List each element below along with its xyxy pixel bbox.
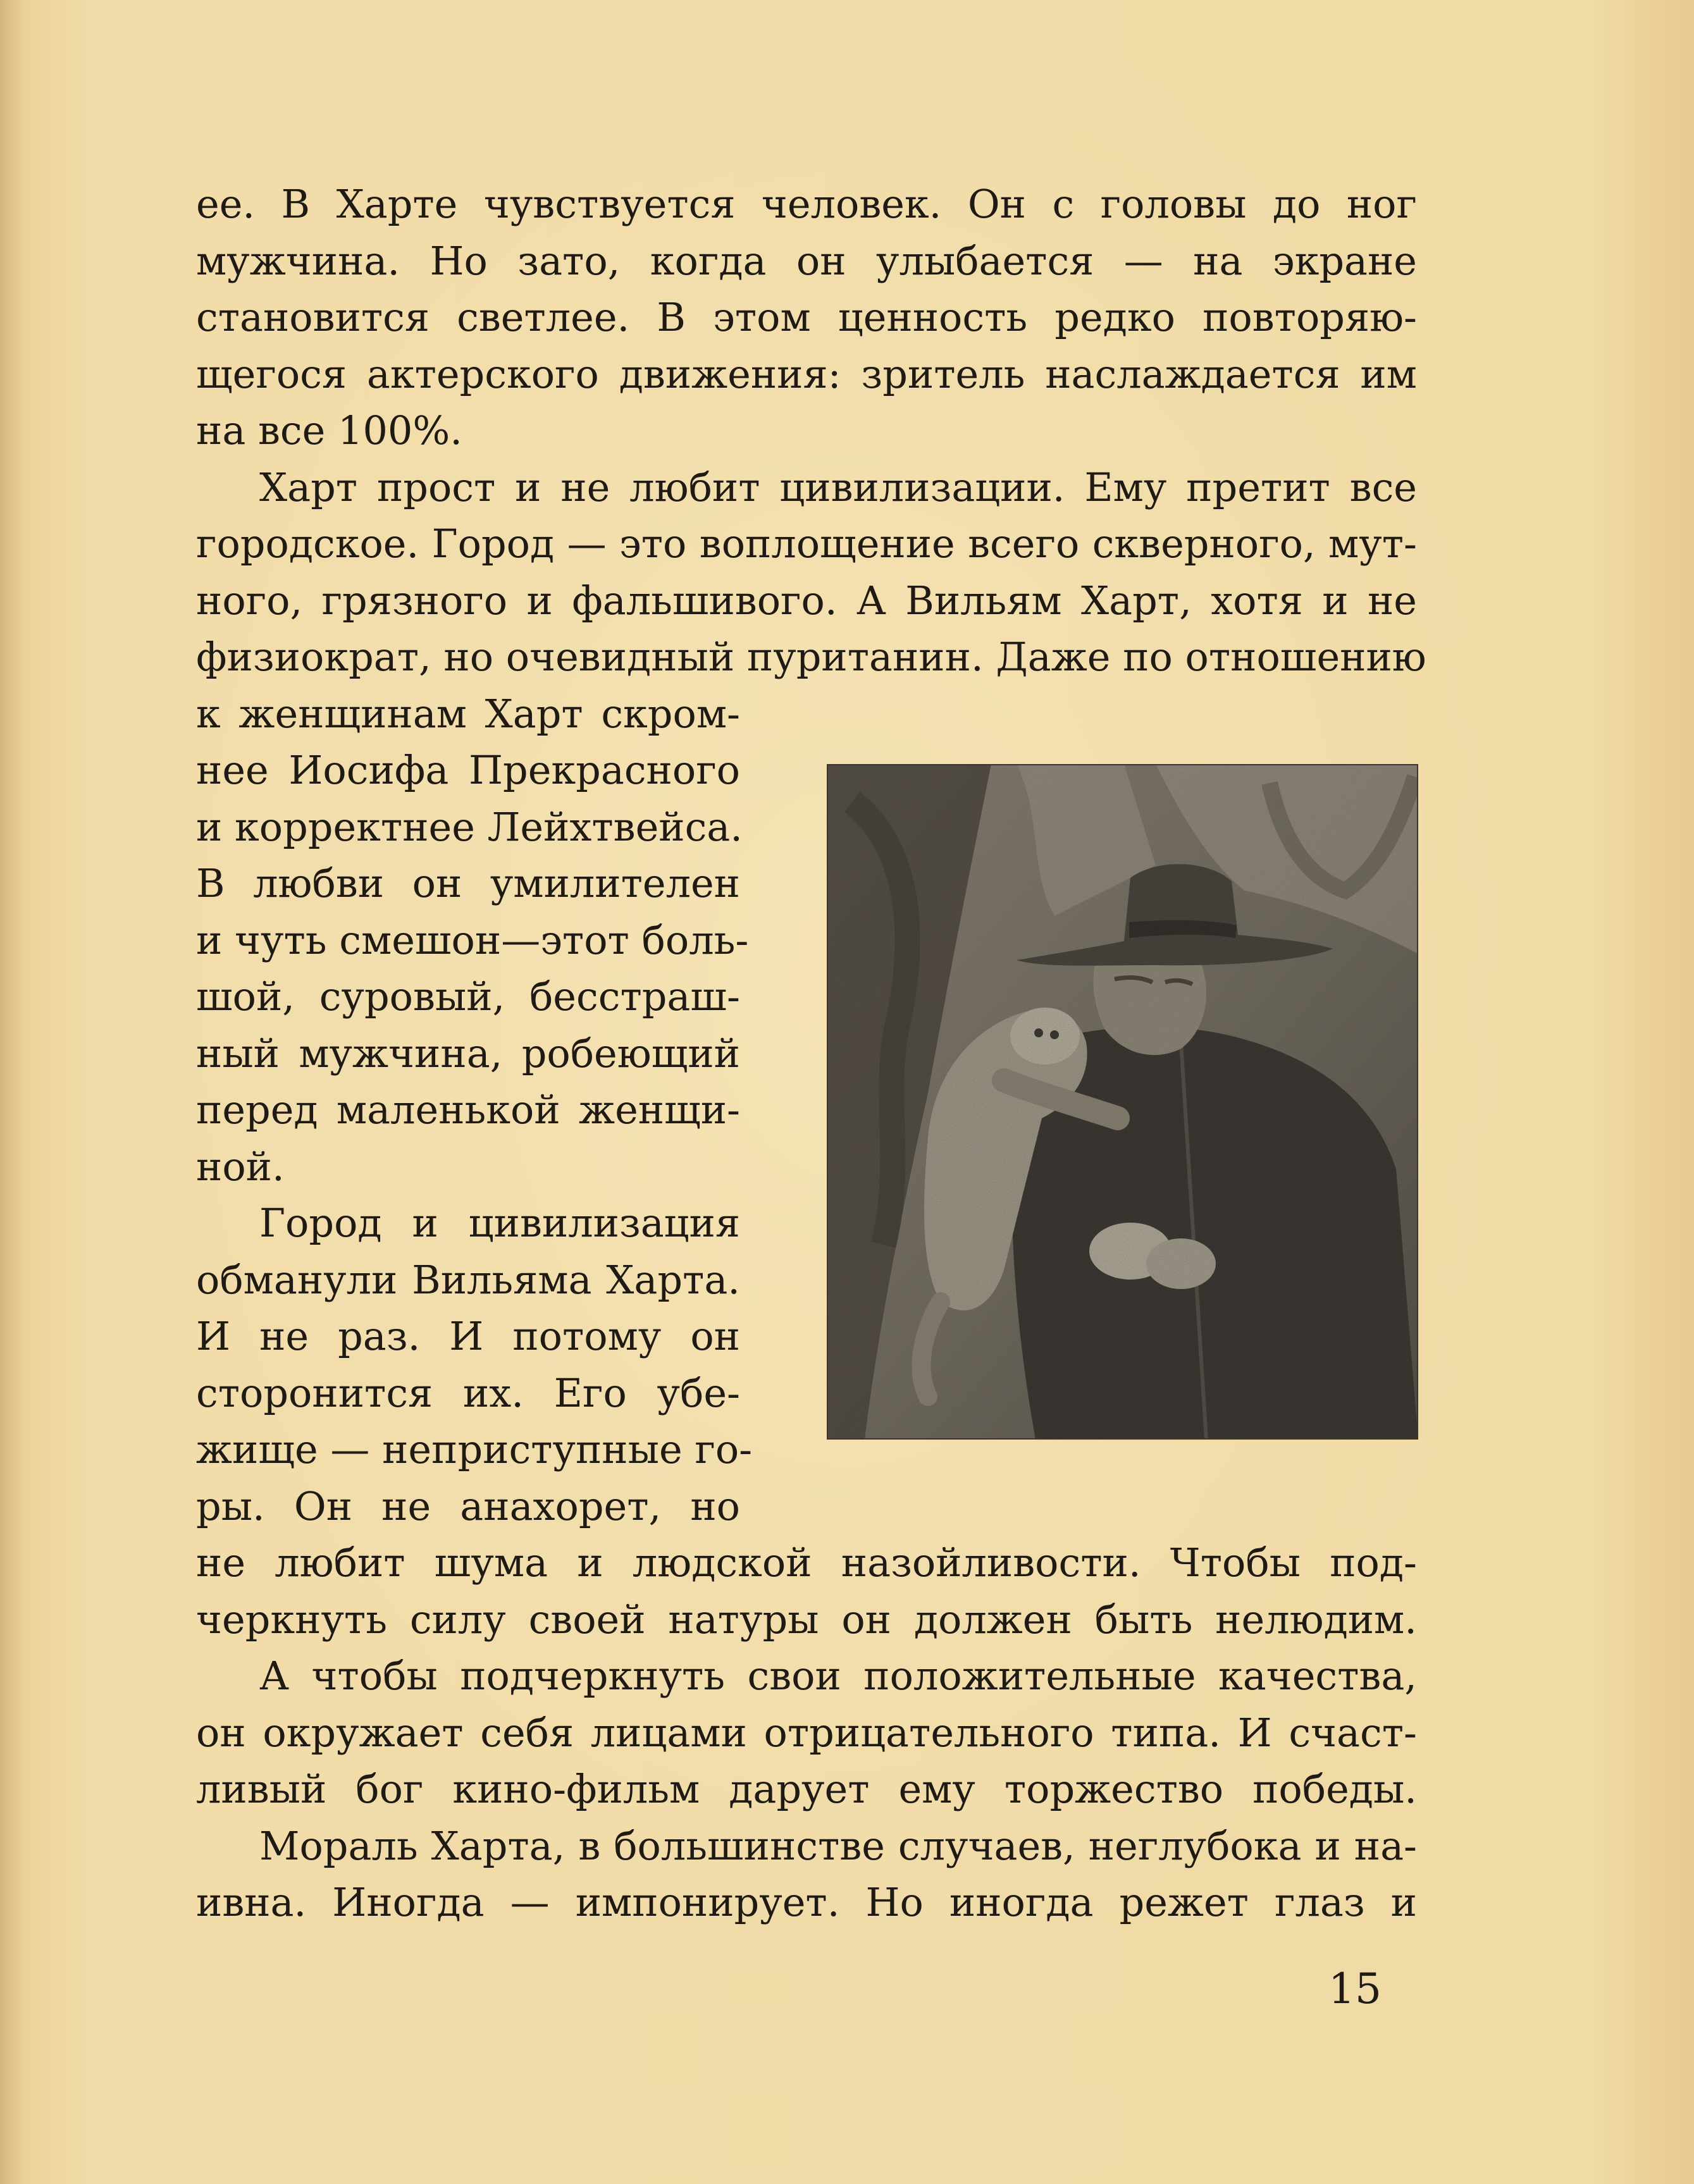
text-line: он окружает себя лицами отрицательного типа. И счаст-	[196, 1709, 1417, 1756]
text-line: становится светлее. В этом ценность редко повторяю-	[196, 294, 1417, 340]
text-line: обманули Вильяма Харта.	[196, 1256, 740, 1303]
text-line: В любви он умилителен	[196, 860, 740, 906]
photo-man-with-monkey	[827, 764, 1418, 1440]
text-line: нее Иосифа Прекрасного	[196, 747, 740, 793]
text-line: щегося актерского движения: зритель наслаждается им	[196, 350, 1417, 397]
text-line: Город и цивилизация	[259, 1200, 740, 1246]
text-line: ной.	[196, 1143, 285, 1190]
text-line: Харт прост и не любит цивилизации. Ему претит все	[259, 464, 1417, 510]
text-line: Мораль Харта, в большинстве случаев, неглубока и на-	[259, 1822, 1417, 1869]
text-line: ного, грязного и фальшивого. А Вильям Харт, хотя и не	[196, 577, 1417, 624]
text-line: шой, суровый, бесстраш-	[196, 973, 740, 1020]
text-line: перед маленькой женщи-	[196, 1087, 740, 1133]
text-line: ный мужчина, робеющий	[196, 1030, 740, 1077]
text-line: физиократ, но очевидный пуританин. Даже по отношению	[196, 634, 1426, 680]
page-edge-shadow	[0, 0, 25, 2184]
text-line: ры. Он не анахорет, но	[196, 1483, 740, 1529]
text-line: жище — неприступные го-	[196, 1426, 753, 1472]
text-line: черкнуть силу своей натуры он должен быть нелюдим.	[196, 1596, 1417, 1643]
page-number: 15	[1328, 1965, 1382, 2013]
text-line: А чтобы подчеркнуть свои положительные качества,	[259, 1653, 1417, 1699]
text-line: к женщинам Харт скром-	[196, 690, 740, 737]
text-line: и корректнее Лейхтвейса.	[196, 803, 743, 850]
text-line: на все 100%.	[196, 407, 462, 453]
text-line: сторонится их. Его убе-	[196, 1369, 740, 1416]
text-line: И не раз. И потому он	[196, 1313, 740, 1359]
text-line: мужчина. Но зато, когда он улыбается — на экране	[196, 237, 1417, 284]
text-line: ливый бог кино-фильм дарует ему торжество победы.	[196, 1766, 1417, 1812]
text-line: не любит шума и людской назойливости. Чтобы под-	[196, 1539, 1417, 1586]
text-line: и чуть смешон—этот боль-	[196, 916, 749, 963]
text-line: ее. В Харте чувствуется человек. Он с головы до ног	[196, 181, 1417, 227]
text-line: ивна. Иногда — импонирует. Но иногда режет глаз и	[196, 1879, 1417, 1925]
text-line: городское. Город — это воплощение всего скверного, мут-	[196, 521, 1417, 567]
